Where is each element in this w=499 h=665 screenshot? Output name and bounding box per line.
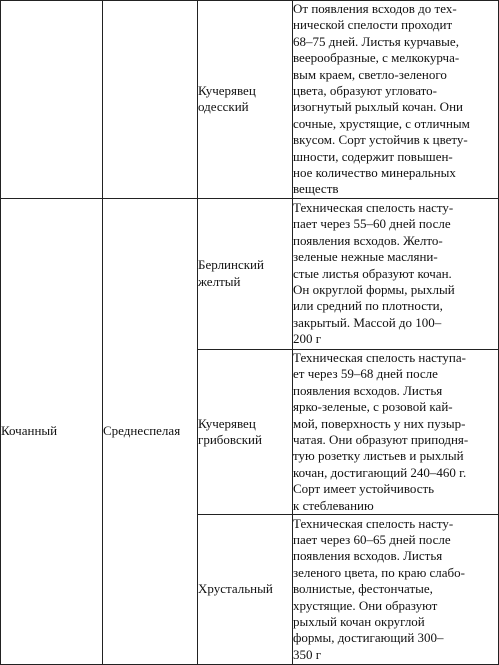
description-line: рыхлый кочан округлой bbox=[293, 614, 425, 630]
variety-name-cell bbox=[198, 514, 293, 664]
description-line: веществ bbox=[293, 181, 339, 197]
description-line: зеленые нежные масляни- bbox=[293, 249, 438, 265]
description-line: ет через 59–68 дней после bbox=[293, 366, 438, 382]
table-row bbox=[1, 198, 499, 349]
variety-name-cell bbox=[198, 198, 293, 349]
description-line: Техническая спелость насту- bbox=[293, 515, 454, 531]
variety-description-cell bbox=[293, 514, 499, 664]
variety-name-line: Хрустальный bbox=[198, 581, 273, 597]
description-line: мой, поверхность у них пузыр- bbox=[293, 415, 466, 431]
variety-name-line: грибовский bbox=[198, 431, 262, 447]
description-line: Сорт имеет устойчивость bbox=[293, 481, 435, 497]
description-line: хрустящие. Они образуют bbox=[293, 597, 438, 613]
description-line: изогнутый рыхлый кочан. Они bbox=[293, 99, 463, 115]
description-line: ное количество минеральных bbox=[293, 165, 456, 181]
variety-description-cell bbox=[293, 198, 499, 349]
description-line: нической спелости проходит bbox=[293, 17, 453, 33]
variety-description-cell bbox=[293, 1, 499, 199]
description-line: цвета, образуют угловато- bbox=[293, 83, 438, 99]
variety-name-line: Кучерявец bbox=[198, 83, 256, 99]
description-line: веерообразные, с мелкокурча- bbox=[293, 50, 460, 66]
description-line: 350 г bbox=[293, 646, 322, 662]
variety-name-line: одесский bbox=[198, 99, 249, 115]
description-line: появления всходов. Листья bbox=[293, 548, 443, 564]
variety-description-cell bbox=[293, 349, 499, 514]
description-line: От появления всходов до тех- bbox=[293, 1, 457, 16]
description-line: пает через 55–60 дней после bbox=[293, 216, 451, 232]
variety-name-line: Берлинский bbox=[198, 257, 264, 273]
description-line: формы, достигающий 300– bbox=[293, 630, 444, 646]
variety-name-cell bbox=[198, 349, 293, 514]
description-line: Техническая спелость насту- bbox=[293, 200, 454, 216]
description-line: чатая. Они образуют приподня- bbox=[293, 431, 469, 447]
description-line: 200 г bbox=[293, 331, 322, 347]
description-line: вым краем, светло-зеленого bbox=[293, 66, 447, 82]
ripeness-cell: Среднеспелая bbox=[103, 198, 198, 664]
variety-name-line: желтый bbox=[198, 273, 241, 289]
variety-name-line: Кучерявец bbox=[198, 415, 256, 431]
description-line: тую розетку листьев и рыхлый bbox=[293, 448, 464, 464]
description-line: ярко-зеленые, с розовой кай- bbox=[293, 399, 453, 415]
description-line: Техническая спелость наступа- bbox=[293, 349, 466, 365]
description-line: пает через 60–65 дней после bbox=[293, 532, 451, 548]
description-line: к стеблеванию bbox=[293, 497, 374, 513]
description-line: стые листья образуют кочан. bbox=[293, 265, 452, 281]
description-line: вкусом. Сорт устойчив к цвету- bbox=[293, 132, 468, 148]
description-line: появления всходов. Листья bbox=[293, 382, 443, 398]
description-line: закрытый. Массой до 100– bbox=[293, 314, 442, 330]
lettuce-type-cell: Кочанный bbox=[1, 198, 103, 664]
description-line: кочан, достигающий 240–460 г. bbox=[293, 464, 467, 480]
description-line: волнистые, фестончатые, bbox=[293, 581, 433, 597]
description-line: шности, содержит повышен- bbox=[293, 148, 453, 164]
description-line: появления всходов. Желто- bbox=[293, 232, 443, 248]
description-line: зеленого цвета, по краю слабо- bbox=[293, 564, 466, 580]
description-line: 68–75 дней. Листья курчавые, bbox=[293, 33, 459, 49]
variety-name-cell bbox=[198, 1, 293, 199]
description-line: Он округлой формы, рыхлый bbox=[293, 282, 455, 298]
table-row bbox=[1, 1, 499, 199]
description-line: или средний по плотности, bbox=[293, 298, 443, 314]
type-cell-empty bbox=[1, 1, 103, 199]
ripeness-cell-empty bbox=[103, 1, 198, 199]
description-line: сочные, хрустящие, с отличным bbox=[293, 115, 470, 131]
